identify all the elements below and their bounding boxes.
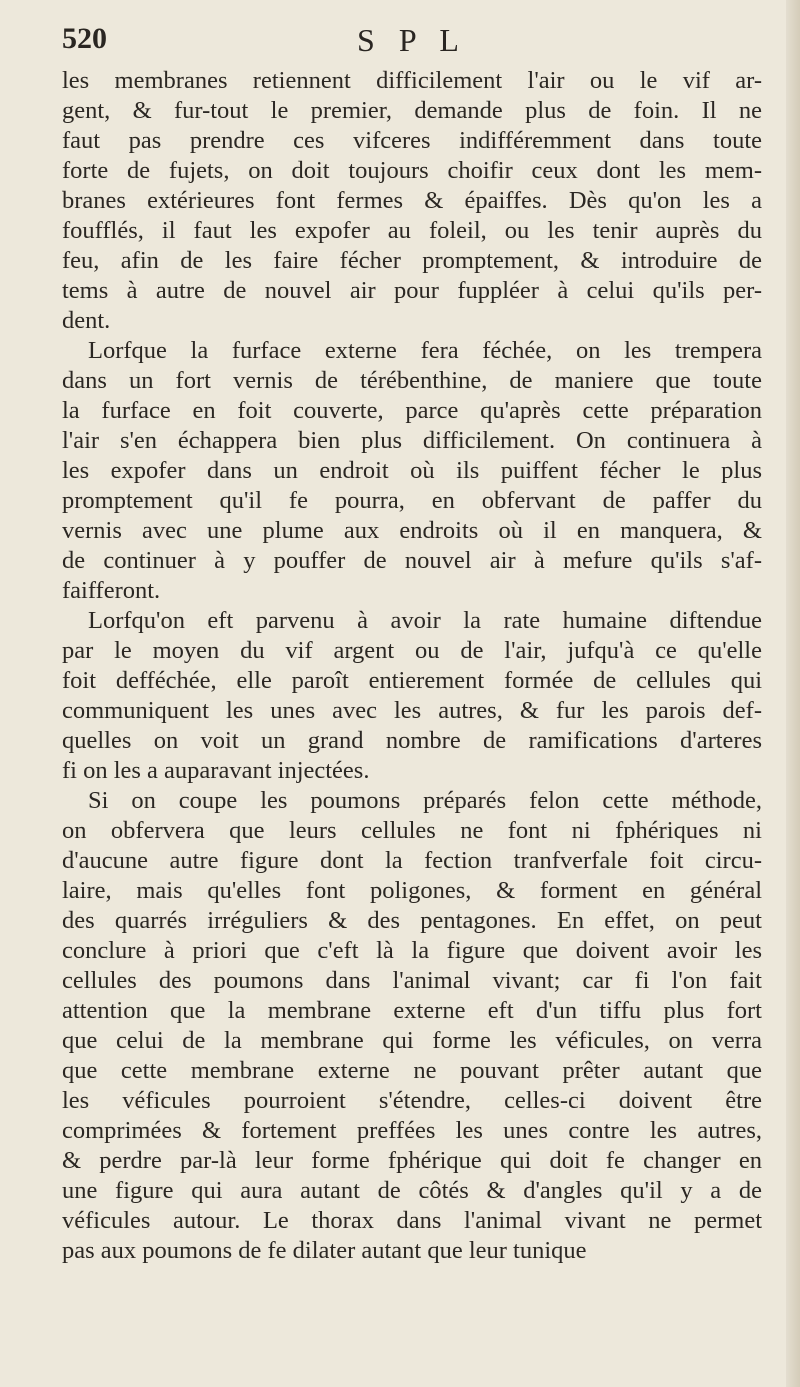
body-text	[62, 66, 762, 1266]
text-line: les véficules pourroient s'étendre, celles-ci doivent être	[62, 1087, 762, 1114]
text-line: branes extérieures font fermes & épaiffes. Dès qu'on les a	[62, 187, 762, 214]
paragraph	[62, 786, 762, 1266]
text-line: des quarrés irréguliers & des pentagones. En effet, on peut	[62, 907, 762, 934]
text-line: par le moyen du vif argent ou de l'air, jufqu'à ce qu'elle	[62, 637, 762, 664]
text-line: cellules des poumons dans l'animal vivant; car fi l'on fait	[62, 967, 762, 994]
text-line: foit defféchée, elle paroît entierement formée de cellules qui	[62, 667, 762, 694]
text-line: que celui de la membrane qui forme les véficules, on verra	[62, 1027, 762, 1054]
text-line: d'aucune autre figure dont la fection tranfverfale foit circu-	[62, 847, 762, 874]
text-line: laire, mais qu'elles font poligones, & forment en général	[62, 877, 762, 904]
paragraph	[62, 66, 762, 336]
text-line: Lorfque la furface externe fera féchée, on les trempera	[88, 337, 762, 364]
page-edge	[786, 0, 800, 1387]
text-line: dent.	[62, 307, 111, 334]
text-line: communiquent les unes avec les autres, & fur les parois def-	[62, 697, 762, 724]
text-line: véficules autour. Le thorax dans l'animal vivant ne permet	[62, 1207, 762, 1234]
text-line: Lorfqu'on eft parvenu à avoir la rate humaine diftendue	[88, 607, 762, 634]
text-line: comprimées & fortement preffées les unes contre les autres,	[62, 1117, 762, 1144]
text-line: forte de fujets, on doit toujours choifir ceux dont les mem-	[62, 157, 762, 184]
page-number: 520	[62, 22, 107, 55]
text-line: tems à autre de nouvel air pour fuppléer à celui qu'ils per-	[62, 277, 762, 304]
text-line: dans un fort vernis de térébenthine, de maniere que toute	[62, 367, 762, 394]
paragraph	[62, 336, 762, 606]
text-line: l'air s'en échappera bien plus difficilement. On continuera à	[62, 427, 762, 454]
text-line: les expofer dans un endroit où ils puiffent fécher le plus	[62, 457, 762, 484]
text-line: faut pas prendre ces vifceres indifféremment dans toute	[62, 127, 762, 154]
running-head: S P L	[357, 22, 467, 58]
text-line: on obfervera que leurs cellules ne font ni fphériques ni	[62, 817, 762, 844]
paragraph	[62, 606, 762, 786]
text-line: la furface en foit couverte, parce qu'après cette préparation	[62, 397, 762, 424]
text-line: gent, & fur-tout le premier, demande plus de foin. Il ne	[62, 97, 762, 124]
text-line: conclure à priori que c'eft là la figure que doivent avoir les	[62, 937, 762, 964]
text-line: vernis avec une plume aux endroits où il en manquera, &	[62, 517, 762, 544]
text-line: que cette membrane externe ne pouvant prêter autant que	[62, 1057, 762, 1084]
text-line: quelles on voit un grand nombre de ramifications d'arteres	[62, 727, 762, 754]
page-header	[62, 22, 762, 62]
text-line: Si on coupe les poumons préparés felon cette méthode,	[88, 787, 762, 814]
text-line: & perdre par-là leur forme fphérique qui doit fe changer en	[62, 1147, 762, 1174]
text-line: promptement qu'il fe pourra, en obfervant de paffer du	[62, 487, 762, 514]
text-line: fi on les a auparavant injectées.	[62, 757, 370, 784]
text-line: feu, afin de les faire fécher promptement, & introduire de	[62, 247, 762, 274]
text-line: foufflés, il faut les expofer au foleil, ou les tenir auprès du	[62, 217, 762, 244]
text-line: de continuer à y pouffer de nouvel air à mefure qu'ils s'af-	[62, 547, 762, 574]
text-line: pas aux poumons de fe dilater autant que leur tunique	[62, 1237, 587, 1264]
text-line: une figure qui aura autant de côtés & d'angles qu'il y a de	[62, 1177, 762, 1204]
text-line: les membranes retiennent difficilement l'air ou le vif ar-	[62, 67, 762, 94]
text-line: faifferont.	[62, 577, 161, 604]
text-line: attention que la membrane externe eft d'un tiffu plus fort	[62, 997, 762, 1024]
